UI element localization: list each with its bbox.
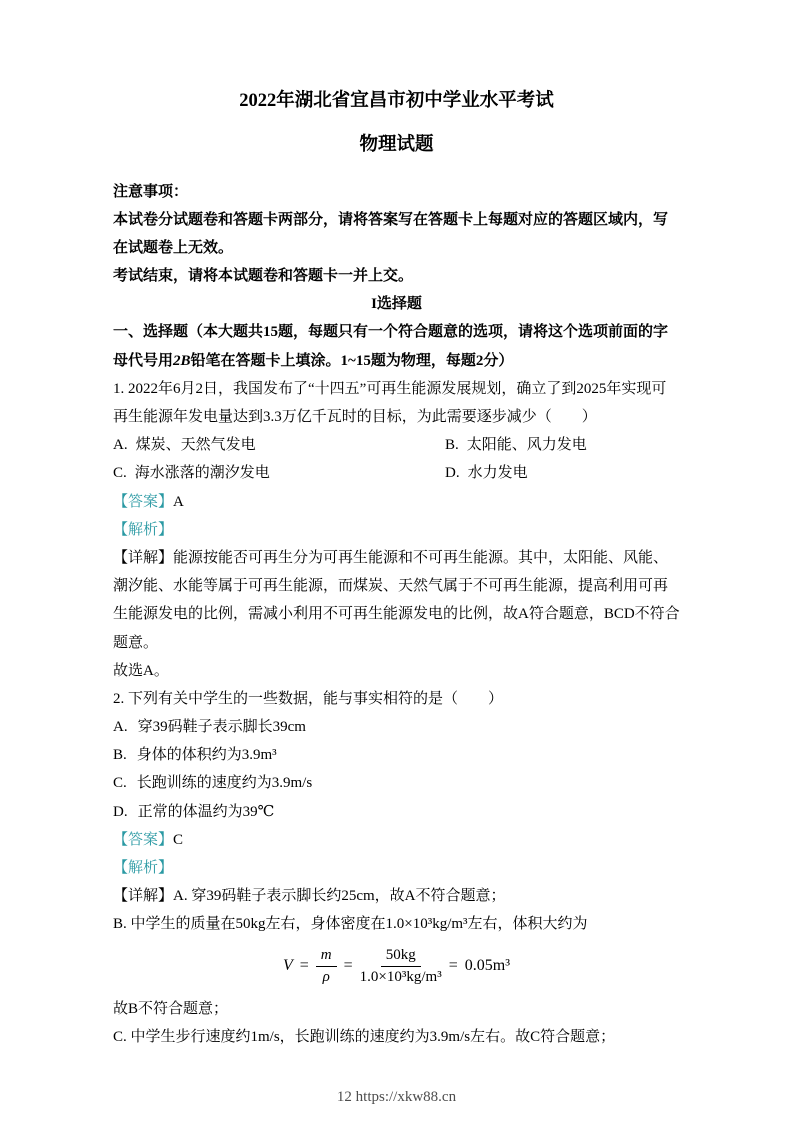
option-text: 长跑训练的速度约为3.9m/s [136,775,313,792]
option-text: 海水涨落的潮汐发电 [134,465,270,482]
analysis-label: 【解析】 [113,521,174,538]
option-text: 身体的体积约为3.9m³ [136,747,277,764]
fraction-numerator: m [316,946,337,968]
option-label: A. [113,437,128,454]
answer-label: 【答案】 [113,831,174,848]
question-2-option-b [113,741,680,769]
question-1-conclusion: 故选A。 [113,662,169,679]
fraction-values [360,946,442,988]
option-label: D. [113,803,128,820]
volume-formula [113,946,680,988]
question-1-option-d [445,459,680,487]
fraction-m-over-rho [316,946,337,988]
notice-heading: 注意事项： [113,183,189,200]
section-intro [113,318,680,374]
question-1-analysis-line [113,516,680,544]
equals-sign: = [343,957,353,975]
question-2-option-c [113,769,680,797]
question-2 [113,685,680,1051]
answer-label: 【答案】 [113,493,174,510]
question-2-options [113,713,680,826]
option-text: 煤炭、天然气发电 [135,437,256,454]
analysis-label: 【解析】 [113,860,174,876]
question-1-option-a [113,431,445,459]
option-label: B. [113,747,127,764]
option-label: B. [445,437,459,454]
equals-sign: = [448,957,458,975]
detail-text: 能源按能否可再生分为可再生能源和不可再生能源。其中，太阳能、风能、潮汐能、水能等属于可再生能源，而煤炭、天然气属于不可再生能源，提高利用可再生能源发电的比例，需减小利用不可再生能源发电的比例，故A符合题意，BCD不符合题意。 [113,549,680,651]
part-heading: I选择题 [371,296,422,313]
question-1-answer-line [113,488,680,516]
question-1-detail [113,544,680,657]
exam-title: 2022年湖北省宜昌市初中学业水平考试 [239,91,554,111]
question-2-analysis-line [113,854,680,882]
equals-sign: = [299,957,309,975]
question-1-option-c [113,459,445,487]
fraction-numerator: 50kg [381,946,421,968]
question-2-detail-c: C. 中学生步行速度约1m/s，长跑训练的速度约为3.9m/s左右。故C符合题意； [113,1028,616,1045]
option-text: 水力发电 [467,465,528,482]
notice-line-1: 本试卷分试题卷和答题卡两部分，请将答案写在答题卡上每题对应的答题区域内，写在试题卷上无效。 [113,211,669,256]
exam-subtitle: 物理试题 [359,134,434,155]
page-footer [0,1089,793,1106]
detail-text: A. 穿39码鞋子表示脚长约25cm，故A不符合题意； [173,888,506,905]
option-label: D. [445,465,460,482]
formula-result: 0.05m³ [464,957,510,975]
option-text: 正常的体温约为39℃ [137,803,275,820]
section-intro-2b: 2B [173,352,191,369]
question-2-option-d [113,798,680,826]
option-label: A. [113,719,128,736]
question-2-stem: 2. 下列有关中学生的一些数据，能与事实相符的是（ ） [113,690,504,707]
question-1 [113,375,680,685]
section-intro-before: 一、选择题（本大题共15题，每题只有一个符合题意的选项，请将这个选项前面的字母代号用 [113,324,669,369]
question-2-option-a [113,713,680,741]
option-label: C. [113,465,127,482]
option-label: C. [113,775,127,792]
detail-label: 【详解】 [113,549,174,566]
question-2-detail-a [113,882,680,910]
notice-line-2: 考试结束，请将本试题卷和答题卡一并上交。 [113,268,414,285]
answer-value: A [173,493,184,510]
question-2-answer-line [113,826,680,854]
section-intro-after: 铅笔在答题卡上填涂。1~15题为物理，每题2分） [190,352,514,369]
option-text: 太阳能、风力发电 [466,437,587,454]
detail-label: 【详解】 [113,888,174,905]
footer-text: 12 https://xkw88.cn [336,1089,457,1105]
question-2-detail-b-end: 故B不符合题意； [113,1000,229,1017]
question-1-stem: 1. 2022年6月2日，我国发布了“十四五”可再生能源发展规划，确立了到2025年实现可再生能源年发电量达到3.3万亿千瓦时的目标，为此需要逐步减少（ ） [113,380,667,425]
option-text: 穿39码鞋子表示脚长39cm [137,719,306,736]
fraction-denominator: 1.0×10³kg/m³ [359,969,442,986]
question-1-option-b [445,431,680,459]
fraction-denominator: ρ [322,969,330,986]
formula-variable-v: V [282,957,293,975]
question-2-detail-b: B. 中学生的质量在50kg左右，身体密度在1.0×10³kg/m³左右，体积大约为 [113,916,588,933]
answer-value: C [173,831,184,848]
question-1-options [113,431,680,487]
